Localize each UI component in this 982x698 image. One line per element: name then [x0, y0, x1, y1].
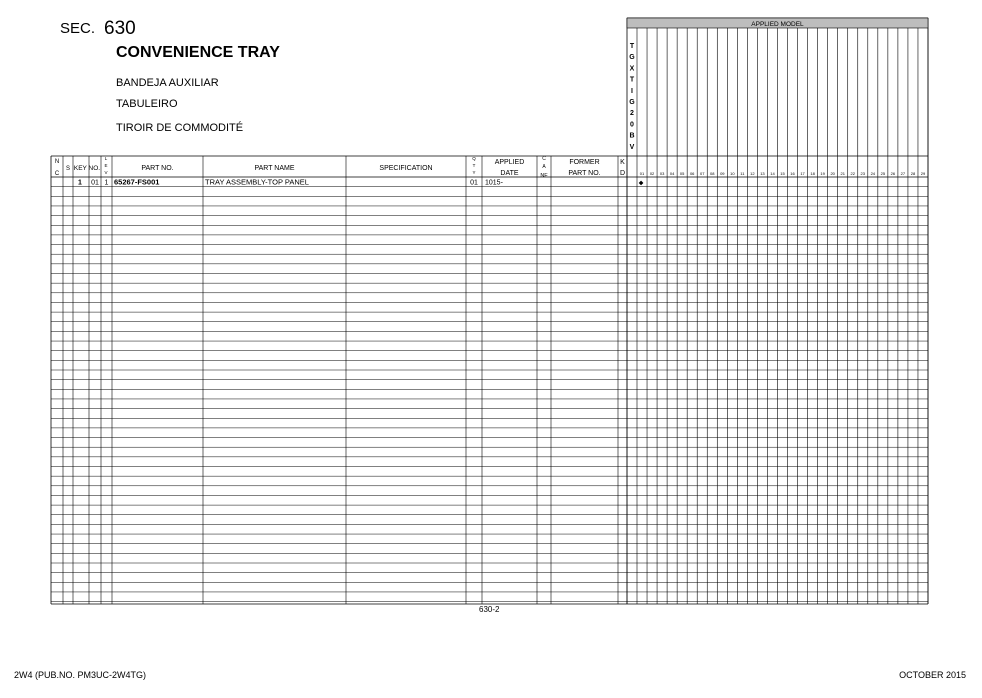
model-column-number: 14: [770, 171, 775, 176]
model-column-number: 13: [760, 171, 765, 176]
header-lev: E: [104, 163, 108, 168]
model-column-number: 02: [649, 171, 655, 176]
applied-model-mark: ◆: [638, 180, 644, 187]
header-lev: L: [104, 156, 108, 161]
model-column-number: 29: [920, 171, 926, 176]
model-column-number: 21: [840, 171, 845, 176]
model-column-number: 25: [880, 171, 886, 176]
model-column-number: 15: [780, 171, 785, 176]
header-canf: C: [542, 156, 546, 162]
footer-publication: 2W4 (PUB.NO. PM3UC-2W4TG): [14, 670, 147, 680]
header-qty: T: [472, 163, 476, 168]
model-column-number: 05: [679, 171, 685, 176]
model-name-char: V: [629, 143, 635, 151]
model-name-char: T: [629, 43, 635, 50]
model-column-number: 19: [820, 171, 825, 176]
header-former-part-no: FORMER: [569, 159, 600, 166]
cell-qty: 01: [470, 179, 478, 187]
header-former-part-no: PART NO.: [568, 170, 601, 177]
model-column-number: 10: [730, 171, 735, 176]
header-qty: Q: [472, 156, 476, 161]
subtitle-spanish: BANDEJA AUXILIAR: [116, 77, 219, 89]
model-column-number: 11: [740, 171, 745, 176]
model-name-char: 0: [630, 121, 634, 129]
subtitle-portuguese: TABULEIRO: [116, 98, 178, 110]
cell-s: 1: [78, 179, 82, 187]
model-column-number: 24: [870, 171, 876, 176]
model-name-char: X: [629, 65, 635, 73]
cell-lev: 1: [104, 179, 109, 187]
model-column-number: 04: [669, 171, 675, 176]
cell-part-no: 65267-FS001: [114, 177, 160, 187]
subtitle-french: TIROIR DE COMMODITÉ: [116, 122, 244, 134]
header-canf: NF: [540, 173, 548, 179]
section-label: SEC.: [60, 20, 96, 37]
model-column-number: 18: [810, 171, 815, 176]
model-column-number: 27: [900, 171, 906, 176]
header-nc: N: [54, 159, 60, 165]
header-applied-date: DATE: [500, 170, 519, 177]
cell-part-name: TRAY ASSEMBLY-TOP PANEL: [205, 177, 309, 187]
page-number: 630-2: [479, 605, 500, 614]
model-name-char: 2: [630, 110, 634, 118]
model-name-char: G: [629, 99, 635, 106]
header-nc: C: [54, 171, 60, 177]
model-column-number: 03: [659, 171, 665, 176]
model-column-number: 12: [750, 171, 755, 176]
model-column-number: 16: [790, 171, 795, 176]
model-name-char: B: [629, 132, 635, 140]
header-qty: Y: [472, 170, 476, 175]
model-column-number: 09: [720, 171, 725, 176]
header-applied-date: APPLIED: [494, 159, 525, 166]
footer-date: OCTOBER 2015: [899, 670, 966, 680]
model-name-char: I: [631, 87, 633, 95]
cell-applied-date: 1015-: [485, 179, 503, 187]
header-kd: D: [619, 170, 626, 177]
model-column-number: 17: [800, 171, 805, 176]
header-part-no: PART NO.: [141, 165, 174, 172]
page-title: CONVENIENCE TRAY: [116, 44, 280, 61]
header-s: S: [65, 166, 71, 172]
model-column-number: 22: [850, 171, 855, 176]
header-key-no: KEY NO.: [73, 165, 101, 172]
header-kd: K: [620, 159, 625, 166]
model-column-number: 28: [910, 171, 916, 176]
model-column-number: 20: [830, 171, 835, 176]
model-name-char: G: [629, 54, 635, 62]
cell-key-no: 01: [91, 179, 99, 187]
model-column-number: 01: [639, 171, 645, 176]
header-specification: SPECIFICATION: [379, 165, 433, 172]
model-column-number: 06: [689, 171, 695, 176]
applied-model-header: APPLIED MODEL: [751, 21, 804, 28]
header-canf: A: [542, 164, 546, 170]
model-column-number: 26: [890, 171, 896, 176]
model-name-char: T: [629, 76, 635, 84]
section-number: 630: [104, 18, 136, 39]
model-column-number: 07: [699, 171, 705, 176]
model-column-number: 23: [860, 171, 866, 176]
model-column-number: 08: [710, 171, 715, 176]
header-part-name: PART NAME: [254, 165, 295, 172]
header-lev: V: [104, 170, 108, 175]
